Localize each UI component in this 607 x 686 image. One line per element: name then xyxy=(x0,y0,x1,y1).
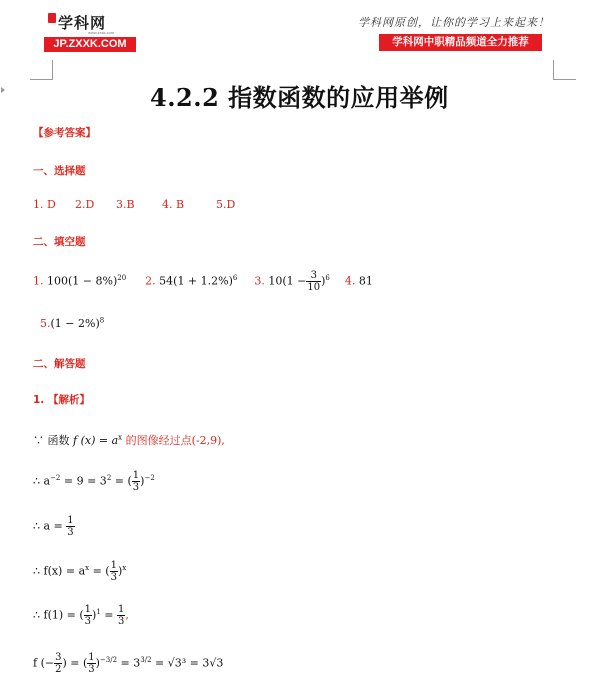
solve-q1-label: 1. 【解析】 xyxy=(33,394,90,406)
fill-answer-row-2 xyxy=(40,317,104,330)
step5-frac-num: 3 xyxy=(55,652,62,663)
logo-cap-icon xyxy=(48,13,56,23)
step3-frac xyxy=(110,560,118,583)
step2-frac-den: 3 xyxy=(67,527,74,538)
step4-eq: = xyxy=(100,608,118,622)
step5-frac-den: 2 xyxy=(55,664,62,675)
step4-end: ) xyxy=(92,608,97,622)
step4-frac xyxy=(84,604,92,627)
step2-frac xyxy=(66,515,74,538)
answers-label: 【参考答案】 xyxy=(33,127,96,139)
step4-pre: ∴ f(1) = ( xyxy=(33,608,84,622)
ruler-indicator-icon xyxy=(1,87,5,93)
step4-exp: 1 xyxy=(96,607,101,616)
choice-answer-2: 2.D xyxy=(75,198,95,211)
step4-comma: , xyxy=(125,608,129,622)
corner-mark-left xyxy=(52,60,53,80)
corner-mark-right xyxy=(553,60,554,80)
choice-answer-3: 3.B xyxy=(116,198,135,211)
solve-step-4 xyxy=(33,604,129,627)
fill-exp-5: 8 xyxy=(99,316,105,325)
fill-pre-3: 10(1 − xyxy=(268,274,307,288)
step1-exp2: 2 xyxy=(106,473,112,482)
given-condition: 的图像经过点(-2,9), xyxy=(125,434,225,447)
fill-exp-2: 6 xyxy=(232,273,238,282)
slogan: 学科网原创，让你的学习上来起来！ xyxy=(358,16,550,29)
choice-answer-5: 5.D xyxy=(216,198,236,211)
step4-frac-num: 1 xyxy=(84,604,92,615)
corner-mark-left-h xyxy=(30,79,52,80)
fill-frac-3-den: 10 xyxy=(307,282,321,293)
step5-frac2-num: 1 xyxy=(88,652,95,663)
step1-pre: ∴ a xyxy=(33,474,51,488)
corner-mark-right-h xyxy=(554,79,576,80)
given-function: f (x) = a xyxy=(73,434,119,447)
step3-eq: = ( xyxy=(89,564,110,578)
step5-rest: = √3³ = 3√3 xyxy=(151,656,224,670)
step1-exp: −2 xyxy=(50,473,61,482)
logo-sub: www.zxxk.com xyxy=(88,30,115,35)
section-fill-heading: 二、填空题 xyxy=(33,236,86,248)
step1-frac-den: 3 xyxy=(132,482,140,493)
step3-end: ) xyxy=(117,564,123,578)
step5-end: ) xyxy=(95,656,100,670)
fill-num-3: 3. xyxy=(254,274,265,288)
step1-mid: = 9 = 3 xyxy=(60,474,107,488)
solve-step-5 xyxy=(33,652,223,675)
step5-mid: ) = ( xyxy=(62,656,88,670)
choice-answer-4: 4. B xyxy=(162,198,185,211)
step5-exp: −3/2 xyxy=(99,655,118,664)
step1-frac xyxy=(132,470,140,493)
fill-exp-3: 6 xyxy=(325,273,330,282)
solve-step-3 xyxy=(33,560,126,583)
fill-answer-row xyxy=(33,270,373,293)
step5-pre: f (− xyxy=(33,656,55,670)
fill-post-3: ) xyxy=(321,274,326,288)
step5-frac2-den: 3 xyxy=(88,664,95,675)
step5-frac2 xyxy=(87,652,95,675)
step1-end: ) xyxy=(140,474,145,488)
step3-pre: ∴ f(x) = a xyxy=(33,564,86,578)
step1-frac-num: 1 xyxy=(132,470,140,481)
channel-banner[interactable]: 学科网中职精品频道全力推荐 xyxy=(379,34,542,51)
step2-frac-num: 1 xyxy=(67,515,74,526)
fill-num-1: 1. xyxy=(33,274,44,288)
fill-num-5: 5. xyxy=(40,317,51,330)
fill-frac-3-num: 3 xyxy=(306,270,321,282)
fill-val-4: 81 xyxy=(358,274,373,288)
section-solve-heading: 二、解答题 xyxy=(33,358,86,370)
choice-answer-1: 1. D xyxy=(33,198,56,211)
fill-num-4: 4. xyxy=(344,274,356,288)
step3-exp2: x xyxy=(122,563,127,572)
step5-exp2: 3/2 xyxy=(140,655,152,664)
step3-frac-num: 1 xyxy=(110,560,117,571)
fill-expr-1: 100(1 − 8%) xyxy=(47,274,118,288)
solve-given xyxy=(33,432,225,448)
step5-eq: = 3 xyxy=(117,656,141,670)
fill-expr-5: (1 − 2%) xyxy=(50,317,100,330)
given-because: ∵ 函数 xyxy=(33,434,70,447)
logo-name: 学科网 xyxy=(58,14,107,32)
section-choice-heading: 一、选择题 xyxy=(33,165,86,177)
step3-exp: x xyxy=(85,563,90,572)
solve-step-2 xyxy=(33,515,75,538)
page-title: 4.2.2 指数函数的应用举例 xyxy=(150,83,449,112)
fill-num-2: 2. xyxy=(145,274,156,288)
step4-frac2-den: 3 xyxy=(118,616,125,627)
step1-eq: = ( xyxy=(111,474,132,488)
given-exp: x xyxy=(118,433,123,442)
step4-frac2-num: 1 xyxy=(118,604,125,615)
fill-frac-3 xyxy=(306,270,321,293)
logo-url[interactable]: JP.ZXXK.COM xyxy=(44,37,136,52)
step3-frac-den: 3 xyxy=(110,572,117,583)
fill-expr-2: 54(1 + 1.2%) xyxy=(159,274,233,288)
step4-frac-den: 3 xyxy=(84,616,92,627)
step2-pre: ∴ a = xyxy=(33,519,63,533)
fill-exp-1: 20 xyxy=(117,273,127,282)
solve-step-1 xyxy=(33,470,155,493)
step1-exp3: −2 xyxy=(144,473,155,482)
